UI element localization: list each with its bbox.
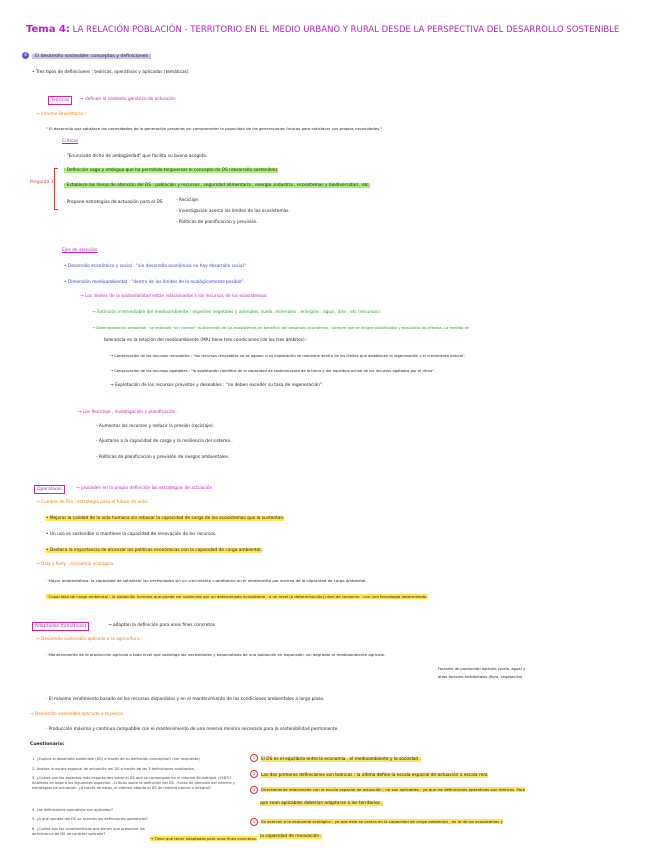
answer-item [250, 770, 488, 779]
pesca-text: · Producción máxima y continua compatible con el mantenimiento de una reserva mínima necesaria para la sostenibilidad permanente. [46, 727, 339, 732]
condicion-item: → Explotación de los recursos previstos y deseables : "no deben exceder su tasa de regeneración". [110, 383, 324, 388]
pregunta-label: Pregunta 3 [30, 180, 54, 185]
critica-item: · "Enunciado dicho de ambigüedad" que facilita su buena acogida. [64, 154, 208, 159]
question-item: 1. ¿Explica el desarrollo sostenible (DS) a través de su definición conceptual? (ver respuesta) [32, 757, 200, 761]
section-heading [22, 52, 151, 59]
estrategia-item: - Políticas de planificación y previsión. [176, 220, 258, 225]
cuestionario-label: Cuestionario: [30, 742, 65, 747]
ejes-label: Ejes de atención [62, 248, 98, 253]
answer-item [250, 754, 421, 763]
answer-item [260, 801, 383, 807]
reciclaje-item: - Ajustarse a la capacidad de carga y la resiliencia del sistema . [96, 439, 233, 444]
pregunta-brace [54, 168, 58, 210]
pesca-heading: → Desarrollo sostenible aplicado a la pesca. [30, 712, 125, 717]
question-item: 6. ¿Cuáles son las características que tienen que presentar las definiciones de DS de carácter aplicado? [32, 827, 145, 836]
informe-heading: → Informe Brundtland : [36, 112, 86, 117]
section-number: 4 [22, 52, 29, 59]
daly-heading: → Daly y Kelly : economía ecológica. [36, 562, 115, 567]
teoricas-arrow-text [80, 97, 176, 103]
critica-item: · Propone estrategias de actuación para el DS [64, 200, 163, 205]
cumbre-heading: → Cumbre de Rio : estrategia para el futuro de vida. [36, 500, 149, 505]
limite-item [92, 325, 469, 331]
operativas-arrow-text: → proceden en la propia definición las estrategias de actuación [76, 486, 213, 491]
limite-item [92, 310, 381, 316]
operativa-item: • Un uso es sostenible si mantiene la capacidad de renovación de los recursos. [46, 532, 217, 537]
teoricas-box: Teóricas [48, 96, 72, 105]
reciclaje-label: → Los Reciclaje , investigación y planificación : [78, 410, 179, 415]
title-prefix: Tema 4: [26, 24, 70, 35]
operativa-item [46, 548, 262, 554]
daly-text: · Capacidad de carga ambiental : la población humana que puede ser sostenida por un determinado ecosistema , a un nivel (o determinación) nivel de consumo , con una tecnología determinada. [46, 594, 428, 599]
daly-item [46, 594, 428, 600]
estrategia-item: - Investigación acerca los límites de los ecosistemas. [176, 209, 290, 214]
limites-label: → Los límites de la sostenibilidad están relacionados a los recursos de los ecosistemas: [80, 294, 268, 299]
eje-text: • Dimensión medioambiental : "dentro de los límites de lo ecológicamente posible". [64, 280, 245, 285]
critica-item [64, 183, 370, 189]
question-item: 3. ¿Cuáles son los aspectos más importantes sobre el DS que se contemplan en el informe Brundtland (1987)? Analícelo en base a los siguientes aspectos: -Críticas sobre la definición del DS. -Focos de atención del informe y estrategias de actuación. ¿A través de estos, el informe aborda el DS de manera parcial o integral? [32, 776, 235, 790]
answer-number: 5 [250, 818, 258, 826]
brundtland-quote: " El desarrollo que satisface las necesidades de la generación presente sin comprometer la capacidad de las generaciones futuras para satisfacer sus propias necesidades." [46, 126, 383, 131]
operativa-item [46, 516, 284, 522]
question-item: 5. ¿A qué someta del DS se acercan las definiciones operativas? [32, 817, 148, 821]
eje-item [64, 280, 245, 286]
agricultura-heading: → Desarrollo sostenible aplicado a la agricultura: [36, 637, 141, 642]
answer-item [250, 818, 503, 826]
critica-text: · Establece las líneas de atención del DS : población y recursos , seguridad alimentaria , energía ,industria , ecosistemas y biodiversidad , etc. [64, 183, 371, 188]
criticas-label: Críticas [62, 139, 79, 144]
daly-item: · Mayor ambientalista: la capacidad de satisfacer las necesidades sin un crecimiento cuantitativo en el rendimiento por encima de la capacidad de carga ambiental. [46, 578, 367, 583]
answer-number: 4 [250, 786, 258, 794]
answer-text: El DS es el equilibrio entre la economía , el medioambiente y la sociedad . [261, 756, 421, 762]
agricultura-note: otros factores ambientales (flora, vegetación) [438, 675, 523, 679]
page-title [26, 24, 619, 35]
aplicadas-arrow-text: → adaptan la definición para unos fines concretos [108, 623, 215, 628]
answer-number: 1 [250, 754, 258, 762]
estrategia-item: - Reciclaje. [176, 198, 200, 203]
agricultura-max: · El máximo rendimiento basado en los recursos disponibles y en el mantenimiento de las condiciones ambientales a largo plazo. [46, 697, 325, 702]
eje-text: • Desarrollo económico y social : "sin desarrollo económico no hay desarrollo social". [64, 264, 248, 269]
reciclaje-item: - Políticas de planificación y previsión de riesgos ambientales. [96, 455, 230, 460]
question-item: 2. Analiza la escala espacial de actuación del DS a través de las 3 definiciones analizadas. [32, 767, 195, 771]
condicion-item: → Conservación de los recursos agotables : "la explotación científica de la capacidad de sostenimiento de la tierra y del equilibrio actual de los recursos agotados por el ritmo". [110, 369, 436, 373]
question-item: 4. Las definiciones operativas son aplicados? [32, 808, 114, 812]
answer-text: Directamente relacionado con la escala espacial de actuación ; no son aplicables ; ya que las definiciones operativas son teóricas. Para [261, 787, 526, 792]
section-label: El desarrollo sostenible: conceptos y definiciones [32, 54, 151, 59]
answer-text: que sean aplicables deberían adaptarse a los territorios . [260, 801, 383, 806]
teoricas-arrow-label: → definen el contexto genérico de actuación [80, 97, 176, 102]
answer-text: Se acercan a la economía ecológica ; ya que este se centra en la capacidad de carga ambiental , en la de los ecosistemas y [261, 819, 503, 824]
operativa-text: • Destaca la importancia de alcanzar las políticas económicas con la capacidad de carga ambiental. [46, 548, 262, 553]
condicion-item: → Conservación de los recursos renovables : "los recursos renovables no se agotan si su explotación se mantiene dentro de los límites que establecen la regeneración y el crecimiento natural". [110, 354, 467, 358]
aplicadas-box: Adaptadas (temáticas) [32, 622, 89, 631]
critica-item [64, 168, 278, 174]
critica-text: · Definición vaga y ambigua que ha permitido tergiversar el concepto de DS (desarrollo sostenible). [64, 168, 279, 173]
agricultura-text: · Mantenimiento de la producción agrícola a todo nivel que satisfaga las necesidades y expectativas de una población en expansión, sin degradar el medioambiente agrícola. [46, 652, 386, 657]
q6-answer [150, 836, 257, 842]
answer-text: Las dos primeras definiciones son teóricas ; la última define la escala espacial de actuación a escala real. [261, 772, 489, 778]
eje-item [64, 264, 247, 270]
reciclaje-item: - Aumentar los recursos y reducir la presión (reciclaje). [96, 424, 215, 429]
answer-item [250, 786, 525, 794]
operativa-text: • Mejorar la calidad de la vida humana sin rebasar la capacidad de carga de los ecosistemas que la sustentan. [46, 516, 285, 521]
answer-number: 2 [250, 770, 258, 778]
answer-text: la capacidad de renovación . [260, 834, 322, 839]
operativas-box: Operativas [34, 485, 65, 494]
limite-text: → Extinción irremediable del medioambiente : especies vegetales y animales, suelo, minerales , energías , agua , aire , etc (recursos). [92, 310, 382, 315]
answer-item [260, 834, 322, 840]
limite-item: tolerancia en la relación del medioambiente (MA) tiene tres condiciones (de los tres ámbitos) : [104, 338, 308, 343]
limite-text: → Deterioramiento ambiental : se entiende "sin carecer" la alteración de los ecosistemas en beneficio del desarrollo económico ; siempre que se tengan planificados y evaluados los efectos. La medida de [92, 326, 470, 330]
title-text: LA RELACIÓN POBLACIÓN - TERRITORIO EN EL MEDIO URBANO Y RURAL DESDE LA PERSPECTIVA DEL DESARROLLO SOSTENIBLE [72, 25, 620, 35]
agricultura-note: Factores de producción agrícola (suelo, agua) y [438, 667, 526, 671]
intro-text: • Tres tipos de definiciones : teóricas, operativas y aplicadas (temáticas). [32, 70, 190, 75]
q6-answer-text: → Tiene que tener adaptadas para unos fines concretos. [150, 836, 258, 841]
